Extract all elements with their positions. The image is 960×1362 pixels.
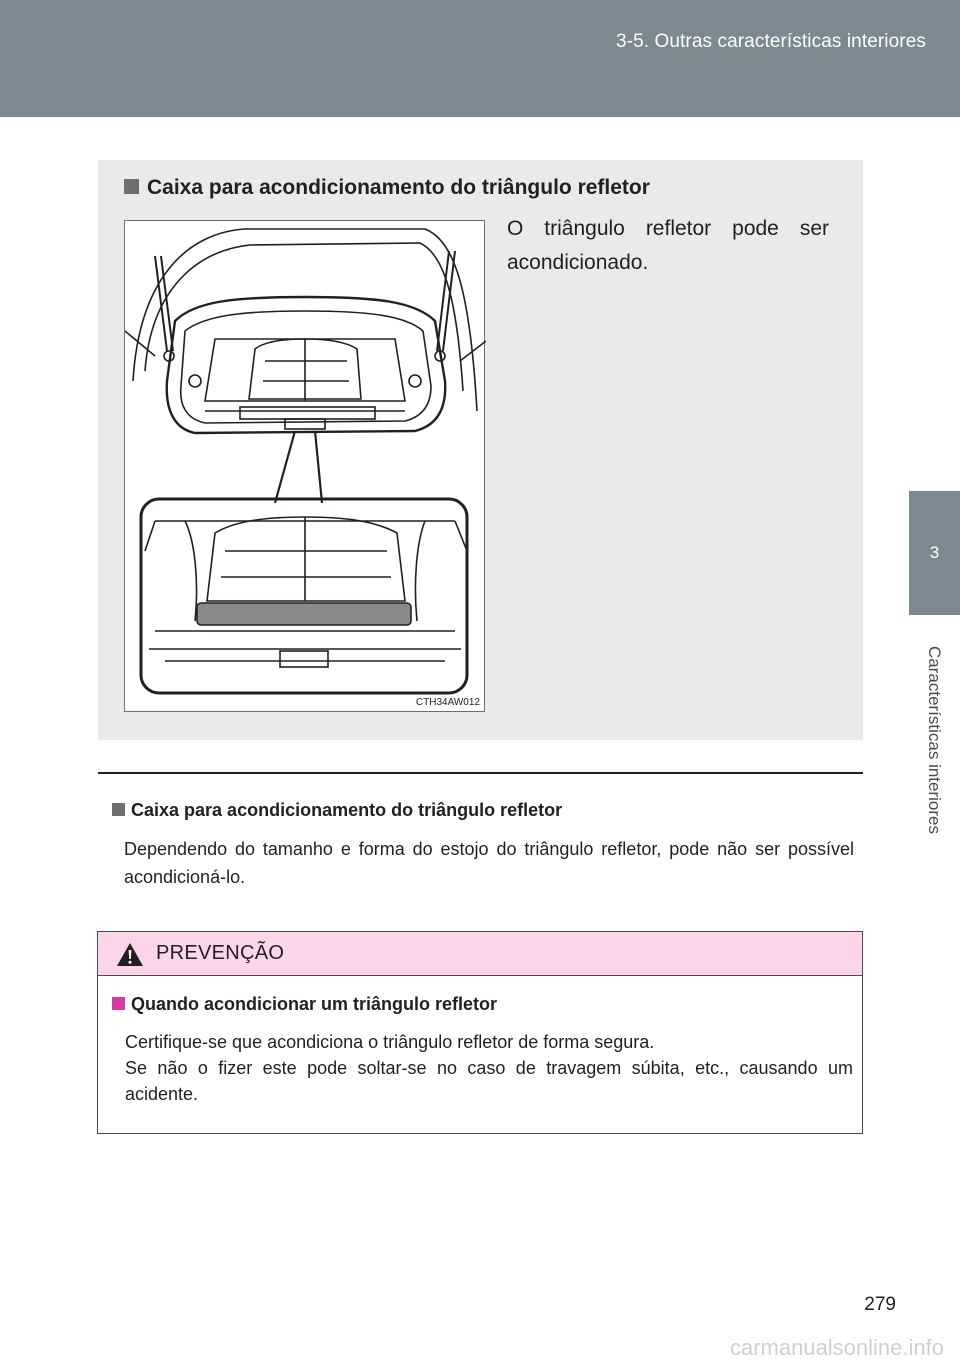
panel-title xyxy=(124,176,650,200)
chapter-side-label-text: Características interiores xyxy=(925,645,944,835)
section-title-text: Caixa para acondicionamento do triângulo refletor xyxy=(131,800,563,820)
trunk-drawing xyxy=(125,221,486,713)
warning-triangle-icon xyxy=(116,942,144,967)
caution-line: Se não o fizer este pode soltar-se no caso de travagem súbita, etc., causando um acidente. xyxy=(125,1058,853,1104)
chapter-tab xyxy=(909,491,960,615)
square-bullet-icon xyxy=(112,803,125,816)
figure-code: CTH34AW012 xyxy=(415,697,480,708)
caution-subtitle-text: Quando acondicionar um triângulo refletor xyxy=(131,994,498,1014)
panel-title-text: Caixa para acondicionamento do triângulo refletor xyxy=(147,176,650,199)
illustration-panel xyxy=(98,160,863,740)
watermark: carmanualsonline.info xyxy=(729,1335,944,1360)
panel-description: O triângulo refletor pode ser acondicionado. xyxy=(507,217,829,274)
page-header xyxy=(0,0,960,117)
caution-title: PREVENÇÃO xyxy=(156,942,285,964)
square-bullet-icon xyxy=(112,997,125,1010)
section-title xyxy=(112,800,562,821)
caution-line: Certifique-se que acondiciona o triângulo refletor de forma segura. xyxy=(125,1032,655,1052)
caution-body xyxy=(125,1029,853,1107)
section-divider xyxy=(98,772,863,774)
caution-box xyxy=(97,931,863,1134)
page-number: 279 xyxy=(864,1294,896,1315)
chapter-title: 3-5. Outras características interiores xyxy=(615,31,926,52)
section-body: Dependendo do tamanho e forma do estojo do triângulo refletor, pode não ser possível acondicioná-lo. xyxy=(124,839,854,887)
caution-header xyxy=(98,932,862,976)
caution-subtitle xyxy=(112,994,497,1015)
trunk-illustration xyxy=(124,220,485,712)
chapter-number: 3 xyxy=(929,543,940,562)
square-bullet-icon xyxy=(124,179,139,194)
